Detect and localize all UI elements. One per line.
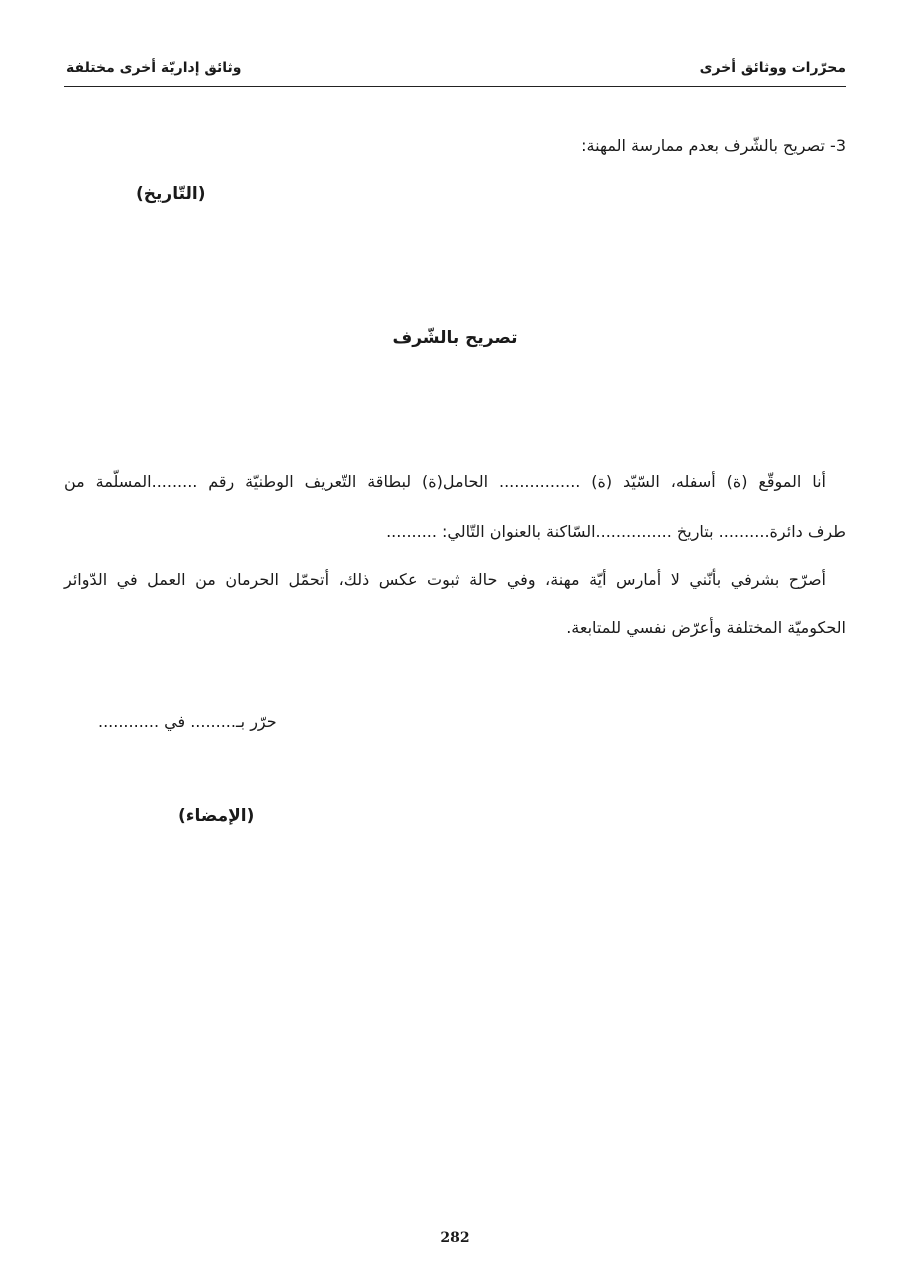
header-section-title: وثائق إداريّة أخرى مختلفة xyxy=(66,60,242,76)
document-title: تصريح بالشّرف xyxy=(392,328,518,348)
body-line-4: الحكوميّة المختلفة وأعرّض نفسي للمتابعة. xyxy=(566,618,846,637)
body-line-3: أصرّح بشرفي بأنّني لا أمارس أيّة مهنة، وفي حالة ثبوت عكس ذلك، أتحمّل الحرمان من العمل في الدّوائر xyxy=(64,570,826,589)
page-number: 282 xyxy=(440,1230,470,1246)
page-header xyxy=(64,58,846,87)
body-line-1: أنا الموقّع (ة) أسفله، السّيّد (ة) ................ الحامل(ة) لبطاقة التّعريف الوطنيّة رقم .........المسلّمة من xyxy=(64,472,826,491)
date-placeholder: (التّاريخ) xyxy=(136,184,206,204)
body-line-2: طرف دائرة.......... بتاريخ ...............السّاكنة بالعنوان التّالي: .......... xyxy=(386,522,846,541)
written-at-line: حرّر بـ......... في ............ xyxy=(98,712,277,731)
signature-placeholder: (الإمضاء) xyxy=(178,806,255,826)
header-chapter-title: محرّرات ووثائق أخرى xyxy=(699,60,846,76)
section-heading: 3- تصريح بالشّرف بعدم ممارسة المهنة: xyxy=(581,136,846,155)
